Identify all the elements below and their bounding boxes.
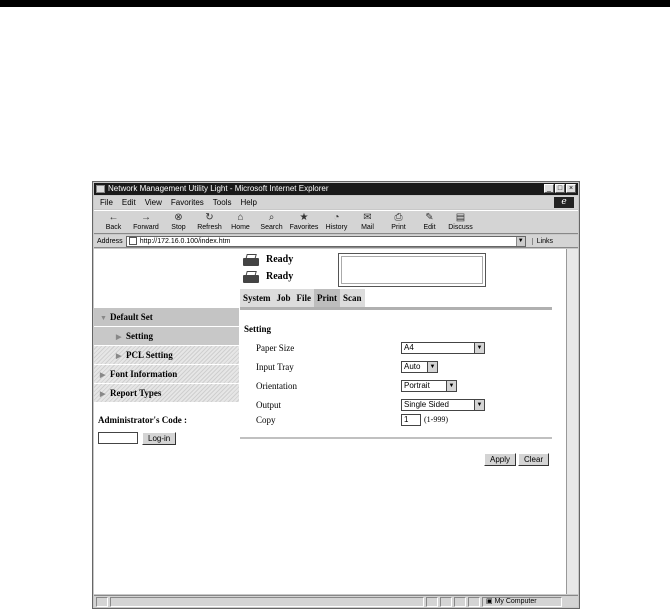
sidebar-item-report-types[interactable] bbox=[94, 384, 239, 402]
maximize-button[interactable]: □ bbox=[555, 184, 565, 193]
links-button[interactable]: Links bbox=[532, 238, 553, 245]
status-text-1: Ready bbox=[266, 254, 294, 265]
search-button[interactable] bbox=[256, 211, 287, 233]
expand-arrow-icon: ▶ bbox=[100, 390, 106, 398]
back-button[interactable] bbox=[98, 211, 129, 233]
orientation-value: Portrait bbox=[404, 381, 430, 390]
paper-size-value: A4 bbox=[404, 343, 414, 352]
input-tray-value: Auto bbox=[404, 362, 421, 371]
refresh-button[interactable] bbox=[194, 211, 225, 233]
chevron-down-icon: ▼ bbox=[427, 362, 437, 372]
stop-icon: ⊗ bbox=[174, 212, 183, 223]
sidebar-item-default-set[interactable] bbox=[94, 308, 239, 326]
address-bar bbox=[94, 235, 578, 248]
back-label: Back bbox=[105, 224, 122, 231]
tab-job[interactable]: Job bbox=[274, 289, 294, 307]
chevron-down-icon: ▼ bbox=[474, 400, 484, 410]
address-input[interactable] bbox=[126, 236, 526, 247]
history-icon: ◔ bbox=[333, 212, 340, 223]
stop-label: Stop bbox=[171, 224, 186, 231]
tab-bar bbox=[240, 289, 365, 307]
status-message-box bbox=[338, 253, 486, 287]
favorites-label: Favorites bbox=[289, 224, 319, 231]
forward-button[interactable] bbox=[129, 211, 163, 233]
search-label: Search bbox=[260, 224, 283, 231]
clear-button[interactable]: Clear bbox=[518, 453, 549, 466]
output-label: Output bbox=[256, 400, 282, 410]
favorites-icon: ★ bbox=[299, 212, 309, 223]
collapse-arrow-icon: ▼ bbox=[100, 314, 107, 322]
edit-label: Edit bbox=[423, 224, 436, 231]
edit-icon: ✎ bbox=[425, 212, 434, 223]
orientation-select[interactable] bbox=[401, 380, 457, 392]
settings-divider bbox=[240, 437, 552, 439]
status-cell bbox=[440, 597, 452, 607]
address-label: Address bbox=[97, 237, 123, 245]
tab-print[interactable]: Print bbox=[314, 289, 340, 307]
sidebar-label: Font Information bbox=[110, 369, 178, 379]
apply-button[interactable]: Apply bbox=[484, 453, 516, 466]
menu-edit[interactable]: Edit bbox=[121, 198, 136, 207]
refresh-icon: ↻ bbox=[205, 212, 214, 223]
close-button[interactable]: × bbox=[566, 184, 576, 193]
menu-help[interactable]: Help bbox=[240, 198, 257, 207]
mail-icon: ✉ bbox=[363, 212, 372, 223]
status-cell bbox=[468, 597, 480, 607]
admin-code-input[interactable] bbox=[98, 432, 138, 444]
output-value: Single Sided bbox=[404, 400, 449, 409]
page-viewport bbox=[94, 249, 566, 594]
input-tray-label: Input Tray bbox=[256, 362, 294, 372]
back-icon: ← bbox=[108, 212, 119, 223]
ie-app-icon bbox=[96, 185, 105, 193]
browser-window bbox=[92, 181, 580, 609]
sidebar-item-setting[interactable] bbox=[94, 327, 239, 345]
window-title: Network Management Utility Light - Microsoft Internet Explorer bbox=[108, 184, 329, 193]
mail-button[interactable] bbox=[352, 211, 383, 233]
home-button[interactable] bbox=[225, 211, 256, 233]
chevron-down-icon: ▼ bbox=[474, 343, 484, 353]
address-url: http://172.16.0.100/index.htm bbox=[139, 237, 231, 245]
status-cell bbox=[426, 597, 438, 607]
print-icon: ⎙ bbox=[394, 212, 403, 223]
sidebar-item-pcl-setting[interactable] bbox=[94, 346, 239, 364]
discuss-icon: ▤ bbox=[455, 212, 466, 223]
copy-input[interactable]: 1 bbox=[401, 414, 421, 426]
security-zone bbox=[482, 597, 562, 607]
edit-button[interactable] bbox=[414, 211, 445, 233]
printer-icon bbox=[242, 253, 260, 267]
login-button[interactable]: Log-in bbox=[142, 432, 176, 445]
sidebar-item-font-information[interactable] bbox=[94, 365, 239, 383]
history-label: History bbox=[325, 224, 348, 231]
mail-label: Mail bbox=[361, 224, 374, 231]
ie-logo-icon: e bbox=[554, 197, 574, 208]
sidebar bbox=[94, 308, 239, 403]
forward-icon: → bbox=[141, 212, 151, 223]
copy-label: Copy bbox=[256, 415, 276, 425]
page-done-icon bbox=[96, 597, 108, 607]
menu-file[interactable]: File bbox=[100, 198, 113, 207]
print-label: Print bbox=[391, 224, 406, 231]
sidebar-label: Report Types bbox=[110, 388, 162, 398]
zone-label: My Computer bbox=[494, 597, 537, 605]
tab-scan[interactable]: Scan bbox=[340, 289, 365, 307]
search-icon: ⌕ bbox=[268, 212, 275, 223]
page-top-rule bbox=[0, 0, 670, 7]
print-button[interactable] bbox=[383, 211, 414, 233]
sidebar-label: Default Set bbox=[110, 312, 153, 322]
setting-title: Setting bbox=[244, 324, 271, 334]
paper-size-select[interactable] bbox=[401, 342, 485, 354]
status-cell bbox=[454, 597, 466, 607]
menu-favorites[interactable]: Favorites bbox=[170, 198, 204, 207]
chevron-down-icon: ▼ bbox=[446, 381, 456, 391]
stop-button[interactable] bbox=[163, 211, 194, 233]
menu-tools[interactable]: Tools bbox=[212, 198, 232, 207]
printer-status bbox=[242, 251, 293, 285]
tab-system[interactable]: System bbox=[240, 289, 274, 307]
tab-file[interactable]: File bbox=[294, 289, 315, 307]
expand-arrow-icon: ▶ bbox=[116, 352, 122, 360]
favorites-button[interactable] bbox=[287, 211, 321, 233]
discuss-button[interactable] bbox=[445, 211, 476, 233]
status-bar bbox=[94, 595, 578, 607]
menu-view[interactable]: View bbox=[144, 198, 162, 207]
copy-range-hint: (1-999) bbox=[424, 415, 448, 424]
computer-icon: ▣ bbox=[486, 597, 495, 605]
input-tray-select[interactable] bbox=[401, 361, 438, 373]
output-select[interactable] bbox=[401, 399, 485, 411]
minimize-button[interactable]: _ bbox=[544, 184, 554, 193]
paper-size-label: Paper Size bbox=[256, 343, 295, 353]
address-dropdown-icon[interactable]: ▼ bbox=[516, 237, 525, 246]
status-message-cell bbox=[110, 597, 424, 607]
title-bar bbox=[94, 183, 578, 195]
admin-code-label: Administrator's Code : bbox=[98, 415, 187, 425]
discuss-label: Discuss bbox=[448, 224, 473, 231]
vertical-scrollbar[interactable] bbox=[566, 249, 578, 594]
expand-arrow-icon: ▶ bbox=[116, 333, 122, 341]
orientation-label: Orientation bbox=[256, 381, 297, 391]
refresh-label: Refresh bbox=[197, 224, 222, 231]
menu-bar bbox=[94, 196, 578, 209]
forward-label: Forward bbox=[133, 224, 159, 231]
sidebar-label: PCL Setting bbox=[126, 350, 173, 360]
home-icon: ⌂ bbox=[237, 212, 244, 223]
scanner-icon bbox=[242, 270, 260, 284]
home-label: Home bbox=[231, 224, 250, 231]
toolbar bbox=[94, 210, 578, 234]
expand-arrow-icon: ▶ bbox=[100, 371, 106, 379]
history-button[interactable] bbox=[321, 211, 352, 233]
tab-underline bbox=[240, 307, 552, 310]
sidebar-label: Setting bbox=[126, 331, 153, 341]
page-icon bbox=[129, 237, 137, 245]
status-text-2: Ready bbox=[266, 271, 294, 282]
